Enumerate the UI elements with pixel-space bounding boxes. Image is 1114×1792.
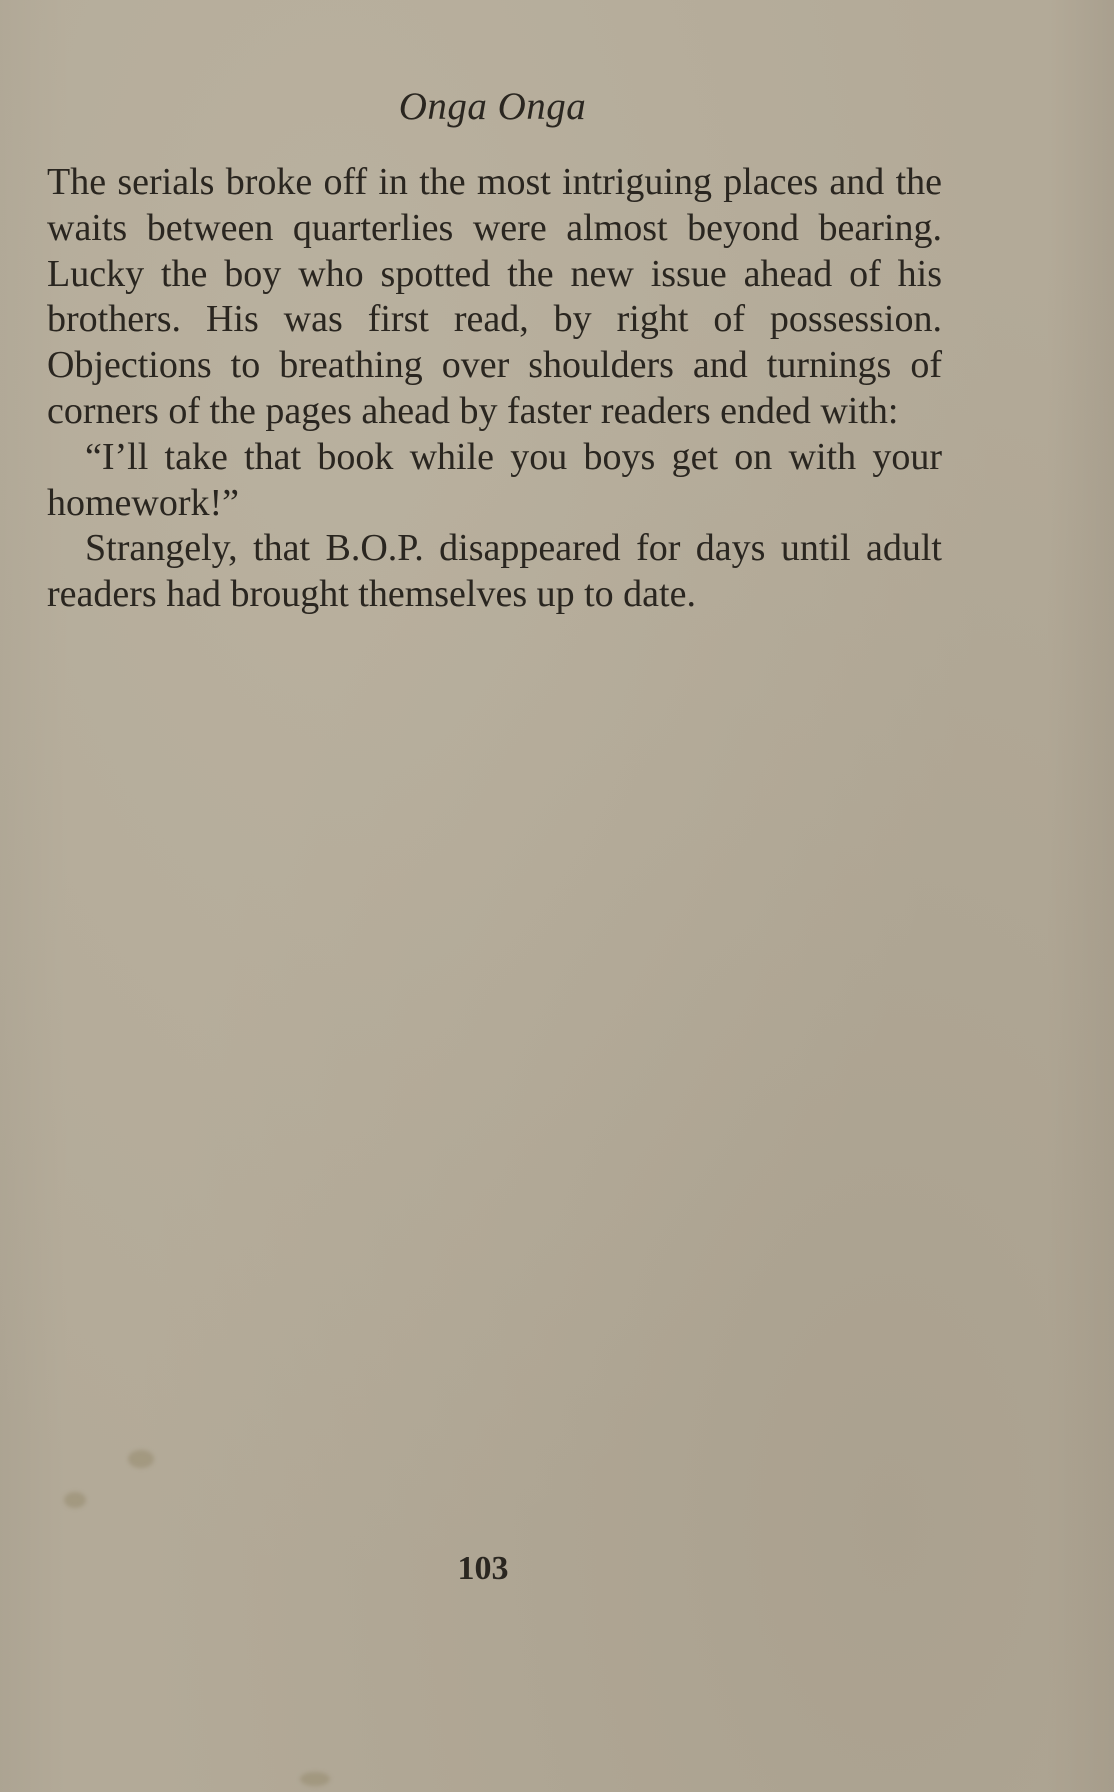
page-number: 103	[457, 1550, 509, 1587]
running-head: Onga Onga	[398, 85, 587, 128]
paper-smudge	[128, 1450, 154, 1468]
paper-smudge	[300, 1772, 330, 1786]
paragraph-3: Strangely, that B.O.P. disappeared for days until adult readers had brought themselves up to date.	[47, 527, 942, 616]
paragraph-1: The serials broke off in the most intriguing places and the waits between quarterlies were almost beyond bearing. Lucky the boy who spotted the new issue ahead of his brothers. His was first read, by right of possession. Objections to breathing over shoulders and turnings of corners of the pages ahead by faster readers ended with:	[47, 161, 942, 432]
paragraph-2: “I’ll take that book while you boys get on with your homework!”	[47, 435, 942, 524]
paper-smudge	[64, 1492, 86, 1508]
body-text	[47, 160, 942, 618]
